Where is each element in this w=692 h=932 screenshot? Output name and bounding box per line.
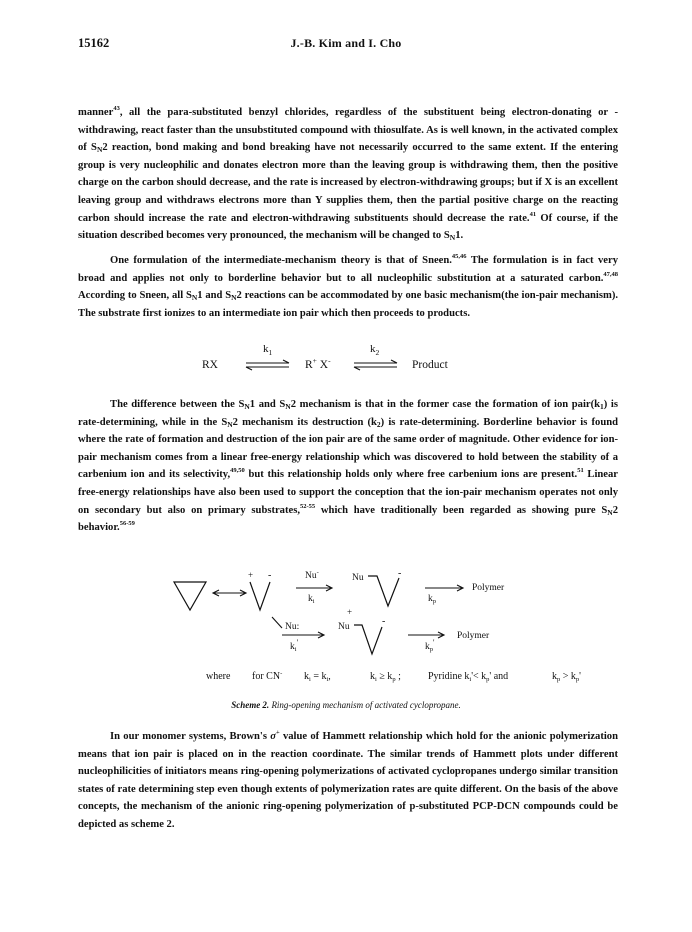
eq-rx: RX: [202, 359, 218, 371]
relation-kp: $k_p > k_p'$: [552, 671, 581, 683]
propagation-arrow-2: [408, 632, 444, 638]
charge-minus-3: -: [382, 616, 386, 627]
eq-product: Product: [412, 359, 448, 371]
charge-plus-1: +: [248, 570, 254, 580]
propagating-chain-1: [368, 576, 399, 606]
paragraph-2: One formulation of the intermediate-mechanism theory is that of Sneen.$^{45,46}$ The formulation is in fact very broad and applies not only to borderline behavior but to all nucleophilic substitution at a saturated carbon.$^{47,48}$ According to Sneen, all $S_N1$ and $S_N2$ reactions can be accommodated by one basic mechanism(the ion-pair mechanism). The substrate first ionizes to an intermediate ion pair which then proceeds to products.: [78, 253, 618, 319]
charge-minus-2: -: [398, 568, 402, 579]
nu-colon-label: Nu:: [285, 622, 300, 632]
relation-2: $k_i \ge k_p$ ;: [370, 671, 401, 683]
kp-prime-label: $k_p'$: [425, 638, 435, 653]
polymer-label-2: Polymer: [457, 631, 490, 641]
eq-k1: $k_1$: [263, 343, 273, 357]
ring-open-arrow: [213, 590, 246, 596]
nu-colon-bond: [272, 617, 282, 628]
propagation-arrow-1: [425, 585, 463, 591]
relation-pyridine: Pyridine $k_i'< k_p'$ and: [428, 671, 509, 683]
ion-pair-equation: [0, 340, 692, 382]
eq-k2: $k_2$: [370, 343, 380, 357]
ki-label: $k_i$: [308, 594, 315, 605]
scheme-2-diagram: [0, 560, 692, 690]
charge-plus-2: +: [347, 607, 353, 617]
charge-minus-1: -: [268, 570, 272, 581]
initiation-arrow: [296, 585, 332, 591]
open-chain-1: [250, 582, 270, 610]
ki-prime-label: $k_i'$: [290, 638, 299, 653]
relation-1: $k_i = k_i$,: [304, 671, 331, 683]
nu-label-2: Nu: [338, 622, 350, 632]
page-number: 15162: [78, 36, 110, 50]
running-header-authors: J.-B. Kim and I. Cho: [290, 36, 402, 50]
nu-minus-label: Nu-: [305, 569, 319, 581]
paragraph-4: In our monomer systems, Brown's σ+ value of Hammett relationship which hold for the anionic polymerization means that ion pair is placed on in the reaction coordinate. The similar trends of Hammett plots under different nucleophilicities of initiators means ring-opening polymerizations of activated cyclopropanes undergo similar transition states of rate determining step even though extents of polymerization rates are quite different. On the basis of the above concepts, the mechanism of the anionic ring-opening polymerization of p-substituted PCP-DCN compounds could be depicted as scheme 2.: [78, 729, 618, 830]
where-label: where: [206, 671, 231, 682]
scheme-caption: Scheme 2. Ring-opening mechanism of activated cyclopropane.: [231, 700, 461, 710]
paragraph-1: manner$^{43}$, all the para-substituted benzyl chlorides, regardless of the substituent being electron-donating or - withdrawing, react faster than the unsubstituted compound with thiosulfate. As is well known, in the activated complex of $S_N2$ reaction, bond making and bond breaking have not necessarily occurred to the same extent. If the entering group is very nucleophilic and donates electron more than the leaving group is withdrawing them, then the positive charge on the carbon should decrease, and the rate is increased by electron-withdrawing groups; but if X is an excellent leaving group and withdraws electrons more than Y supplies them, then the partial positive charge on the reacting carbon should increase the rate and electron-withdrawing substituents should decrease the rate.$^{41}$ Of course, if the situation described becomes very pronounced, the mechanism will be changed to $S_N1$.: [78, 105, 618, 243]
eq-ion-pair: R+ X-: [305, 356, 331, 371]
paragraph-3: The difference between the $S_N1$ and $S_N2$ mechanism is that in the former case the formation of ion $pair(k_1)$ is rate-determining, while in the $S_N2$ mechanism its destruction $(k_2)$ is rate-determining. Borderline behavior is found where the rate of formation and destruction of the ion pair are of the same order of magnitude. Other evidence for ion-pair mechanism comes from a linear free-energy relationship which was discovered to hold between the stability of a carbenium ion and its selectivity,$^{49,50}$ but this relationship holds only where free carbenium ions are present.$^{51}$ Linear free-energy relationships have also been used to support the conception that the ion-pair mechanism operates not only on secondary but also on primary substrates,$^{52-55}$ which have traditionally been regarded as showing pure $S_N2$ behavior.$^{56-59}$: [78, 399, 618, 534]
for-cn-label: for CN-: [252, 670, 283, 682]
initiation-arrow-2: [282, 632, 324, 638]
equilibrium-arrow-2: [354, 360, 397, 370]
nu-label: Nu: [352, 573, 364, 583]
polymer-label-1: Polymer: [472, 583, 505, 593]
cyclopropane-ring: [174, 582, 206, 610]
propagating-chain-2: [354, 625, 382, 654]
kp-label: $k_p$: [428, 594, 436, 605]
equilibrium-arrow-1: [246, 360, 289, 370]
